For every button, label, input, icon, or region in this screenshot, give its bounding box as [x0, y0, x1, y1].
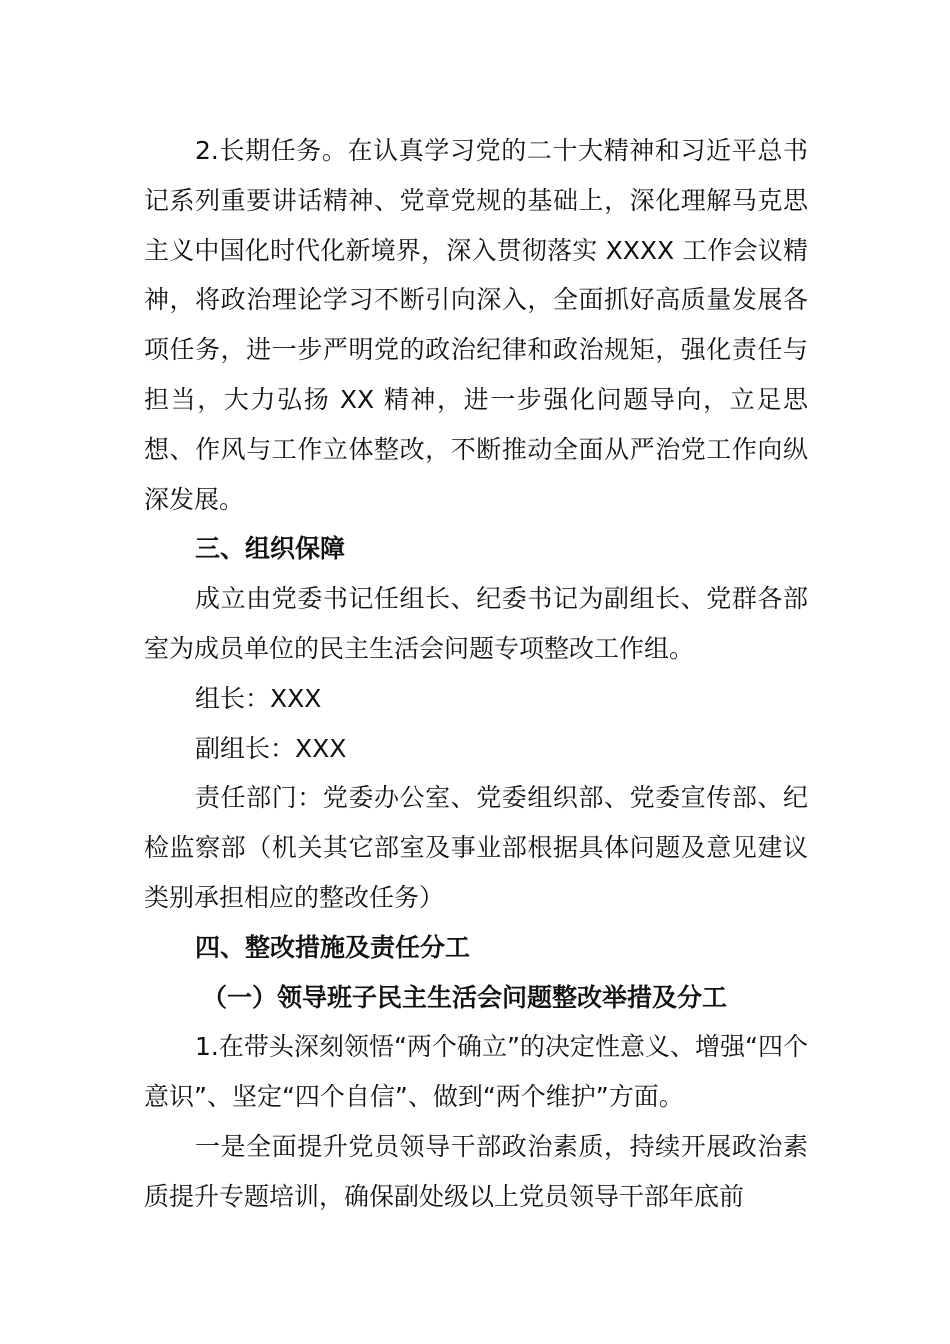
subheading-leadership-measures: （一）领导班子民主生活会问题整改举措及分工 [202, 982, 728, 1012]
paragraph-group-leader: 组长：XXX [195, 683, 322, 713]
heading-organizational-guarantee: 三、组织保障 [195, 534, 346, 564]
heading-rectification-measures: 四、整改措施及责任分工 [195, 932, 471, 962]
paragraph-item-one: 1.在带头深刻领悟“两个确立”的决定性意义、增强“四个意识”、坚定“四个自信”、做到“两个维护”方面。 [144, 1032, 808, 1112]
document-body [144, 126, 808, 1222]
paragraph-long-term-task: 2.长期任务。在认真学习党的二十大精神和习近平总书记系列重要讲话精神、党章党规的基础上，深化理解马克思主义中国化时代化新境界，深入贯彻落实 XXXX 工作会议精神，将政治理论学习不断引向深入，全面抓好高质量发展各项任务，进一步严明党的政治纪律和政治规矩，强化责任与担当，大力弘扬 XX 精神，进一步强化问题导向，立足思想、作风与工作立体整改，不断推动全面从严治党工作向纵深发展。 [144, 136, 808, 514]
paragraph-responsible-departments: 责任部门：党委办公室、党委组织部、党委宣传部、纪检监察部（机关其它部室及事业部根据具体问题及意见建议类别承担相应的整改任务） [144, 783, 808, 912]
paragraph-working-group: 成立由党委书记任组长、纪委书记为副组长、党群各部室为成员单位的民主生活会问题专项整改工作组。 [144, 584, 808, 663]
paragraph-deputy-leader: 副组长：XXX [195, 733, 347, 763]
paragraph-first-measure: 一是全面提升党员领导干部政治素质，持续开展政治素质提升专题培训，确保副处级以上党员领导干部年底前 [144, 1131, 808, 1211]
